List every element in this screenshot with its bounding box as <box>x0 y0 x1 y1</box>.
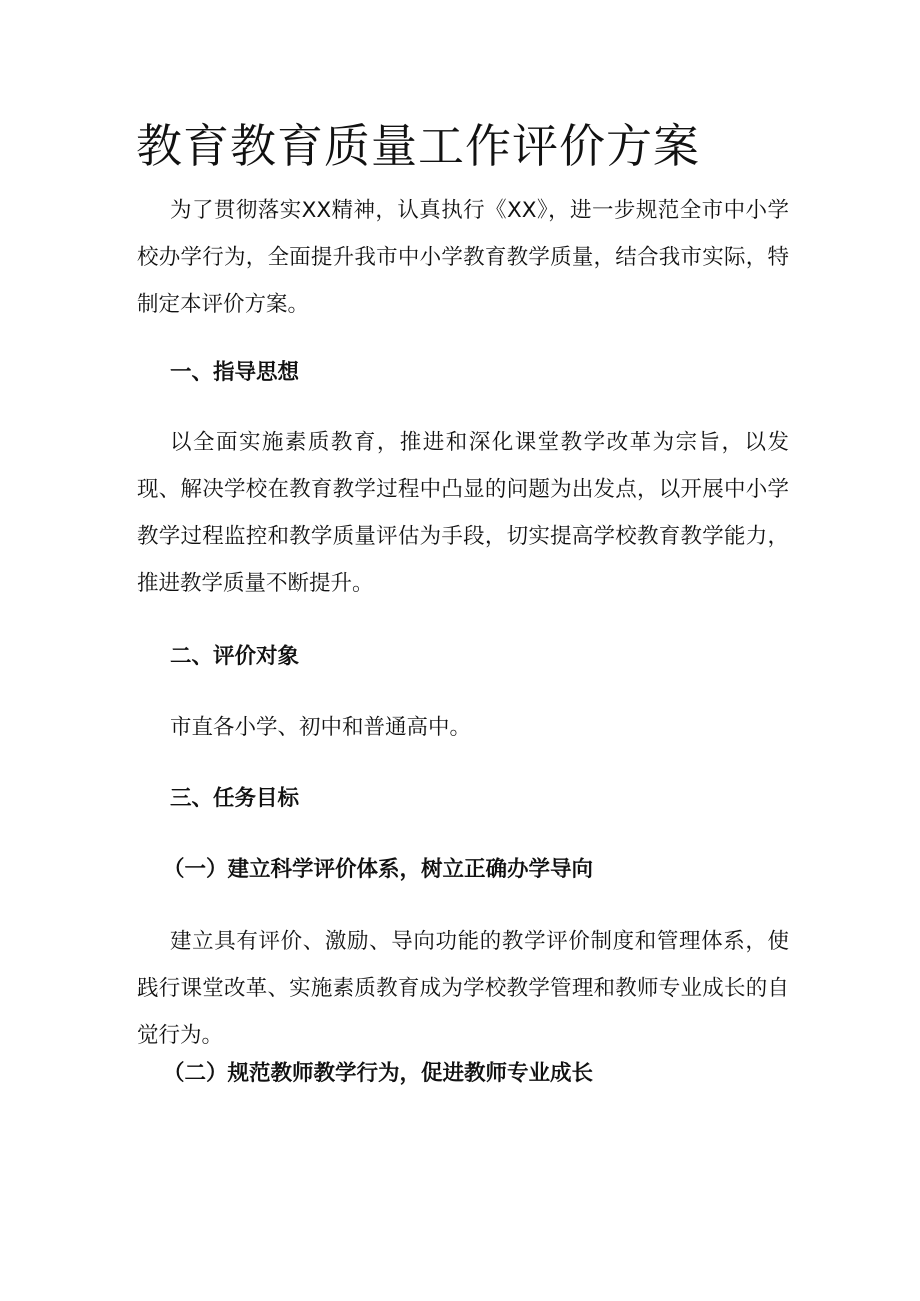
section-heading-guiding-ideology: 一、指导思想 <box>170 360 300 385</box>
subsection-heading-evaluation-system: （一）建立科学评价体系，树立正确办学导向 <box>163 857 594 882</box>
section-heading-evaluation-target: 二、评价对象 <box>170 644 300 669</box>
document-title: 教育教育质量工作评价方案 <box>136 119 700 173</box>
guiding-ideology-paragraph: 以全面实施素质教育，推进和深化课堂教学改革为宗旨，以发现、解决学校在教育教学过程中凸显的问题为出发点，以开展中小学教学过程监控和教学质量评估为手段，切实提高学校教育教学能力，推进教学质量不断提升。 <box>137 430 789 596</box>
evaluation-system-paragraph: 建立具有评价、激励、导向功能的教学评价制度和管理体系，使践行课堂改革、实施素质教育成为学校教学管理和教师专业成长的自觉行为。 <box>137 929 789 1048</box>
intro-paragraph: 为了贯彻落实XX精神，认真执行《XX》，进一步规范全市中小学校办学行为，全面提升我市中小学教育教学质量，结合我市实际，特制定本评价方案。 <box>137 198 789 317</box>
subsection-heading-teacher-growth: （二）规范教师教学行为，促进教师专业成长 <box>163 1061 594 1086</box>
evaluation-target-paragraph: 市直各小学、初中和普通高中。 <box>170 715 472 740</box>
section-heading-task-goals: 三、任务目标 <box>170 786 300 811</box>
